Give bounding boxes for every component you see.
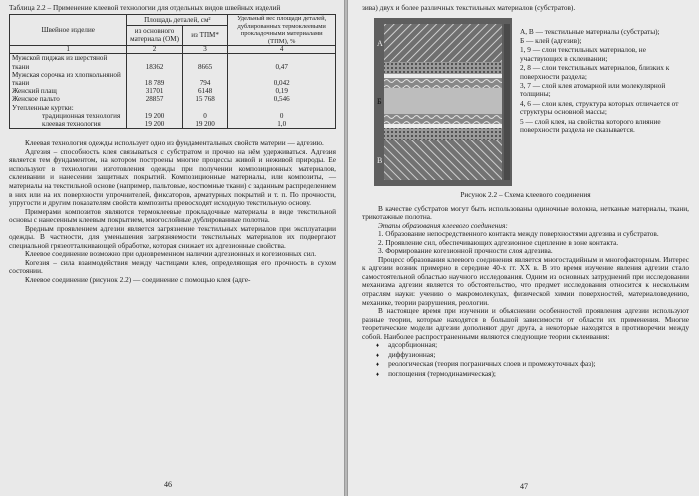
paragraph: Клеевая технология одежды использует одно из фундаментальных свойств материи — адгезию. — [25, 138, 324, 148]
value-cell: 18 789 — [127, 71, 182, 87]
product-cell: Женское пальто — [10, 95, 127, 103]
table-caption: Таблица 2.2 – Применение клеевой технологии для отдельных видов швейных изделий — [9, 3, 281, 12]
column-index: 4 — [228, 45, 336, 54]
value-cell — [228, 104, 336, 112]
header-product: Швейное изделие — [10, 15, 127, 46]
legend-item: Б — клей (адгезив); — [520, 35, 582, 45]
product-cell: Утепленные куртки: — [10, 104, 127, 112]
paragraph: Примерами композитов являются термоклеевые прокладочные материалы в виде текстильной основы с нанесенным клеевым покрытием, многослойные дублированные полотна. — [9, 206, 336, 225]
paragraph: Клеевое соединение возможно при одновременном наличии адгезионных и когезионных сил. — [25, 249, 317, 259]
value-cell: 0,546 — [228, 95, 336, 103]
value-cell: 18362 — [127, 54, 182, 71]
value-cell: 15 768 — [182, 95, 228, 103]
product-cell: клеевая технология — [10, 120, 127, 129]
product-cell: традиционная технология — [10, 112, 127, 120]
left-text — [9, 139, 336, 284]
table-2-2 — [9, 14, 336, 129]
page-number: 47 — [520, 482, 528, 491]
paragraph: В настоящее время при изучении и объяснении особенностей проявления адгезии используют разные теории, которые находятся в большой зависимости от области их применения. Многие теоретические модели адгезии дополняют друг друга, а некоторые находятся в противоречии между собой. Наиболее распространенными являются следующие теории склеивания: — [362, 306, 689, 341]
column-index: 1 — [10, 45, 127, 54]
value-cell: 19 200 — [127, 120, 182, 129]
list-item: ♦ поглощения (термодинамическая); — [376, 370, 689, 380]
value-cell: 19 200 — [182, 120, 228, 129]
table-row — [10, 120, 336, 129]
product-cell: Мужской пиджак из шерстяной ткани — [10, 54, 127, 71]
paragraph: 1. Образование непосредственного контакта между поверхностями адгезива и субстратов. — [378, 229, 659, 239]
value-cell: 31701 — [127, 87, 182, 95]
value-cell: 794 — [182, 71, 228, 87]
list-item: ♦ реологическая (теория пограничных слоев и промежуточных фаз); — [376, 360, 689, 370]
value-cell: 0 — [228, 112, 336, 120]
paragraph: В качестве субстратов могут быть использованы одиночные волокна, нетканые материалы, ткани, трикотажные полотна. — [362, 203, 689, 222]
paragraph: Процесс образования клеевого соединения является многостадийным и многофакторным. Интерес к адгезии возник примерно в середине 40-х гг. XX в. В это время изучение явления адгезии стало самостоятельной областью научного исследования. Одним из основных затруднений при исследовании механизма адгезии является то обстоятельство, что предмет исследования относится к нескольким отраслям науки: учению о макромолекулах, физической химии поверхностей, материаловедению, механике, теории разрушения, реологии. — [362, 254, 689, 307]
value-cell — [127, 104, 182, 112]
paragraph: Клеевое соединение (рисунок 2.2) — соединение с помощью клея (адге- — [25, 275, 251, 284]
table-row — [10, 54, 336, 71]
header-area-om: из основного материала (ОМ) — [127, 25, 182, 45]
paragraph: Этапы образования клеевого соединения: — [378, 220, 508, 230]
legend-item: 3, 7 — слой клея атомарной или молекулярной толщины; — [520, 80, 666, 99]
paragraph: Адгезия – способность клея связываться с субстратом и прочно на нём удерживаться. Адгезия является тем фундаментом, на котором построены многие процессы живой и неживой природы. Ее используют в технологии изготовления одежды при получении композиционных материалов, склеивании и нанесении защитных покрытий. Композиционные материалы, или композиты, — материалы на текстильной основе (например, пальтовые, костюмные ткани) с заданным распределением в них или на их поверхности упрочнителей, фиксаторов, арматурных покрытий и т. п. По прочности, упругости и другим показателям свойств композиты превосходят исходную текстильную основу. — [9, 146, 336, 208]
right-text — [362, 205, 689, 342]
adhesive-joint-figure — [374, 18, 512, 186]
product-cell: Мужская сорочка из хлопкольняной ткани — [10, 71, 127, 87]
header-area-tpm: из ТПМ* — [182, 25, 228, 45]
right-page — [348, 0, 699, 496]
legend-item: 1, 9 — слои текстильных материалов, не участвующих в склеивании; — [520, 45, 646, 63]
legend-item: А, В — текстильные материалы (субстраты); — [520, 26, 660, 36]
value-cell: 8665 — [182, 54, 228, 71]
table-row — [10, 112, 336, 120]
column-index: 2 — [127, 45, 182, 54]
product-cell: Женский плащ — [10, 87, 127, 95]
paragraph: 2. Проявление сил, обеспечивающих адгезионное сцепление в зоне контакта. — [378, 237, 619, 247]
list-item: ♦ адсорбционная; — [376, 341, 689, 351]
left-page — [0, 0, 344, 496]
value-cell — [182, 104, 228, 112]
value-cell: 1,0 — [228, 120, 336, 129]
table-row — [10, 87, 336, 95]
value-cell: 28857 — [127, 95, 182, 103]
figure-caption: Рисунок 2.2 – Схема клеевого соединения — [460, 189, 591, 199]
value-cell: 0,19 — [228, 87, 336, 95]
intro-line: зива) двух и более различных текстильных материалов (субстратов). — [362, 3, 576, 12]
table-row — [10, 95, 336, 103]
adhesive-joint-diagram — [374, 18, 512, 186]
label-c: В — [377, 155, 383, 165]
table-row — [10, 71, 336, 87]
column-index-row — [10, 45, 336, 54]
value-cell: 0,47 — [228, 54, 336, 71]
header-share: Удельный вес площади деталей, дублированных термоклеевыми прокладочными материалами (ТПМ), % — [228, 15, 336, 46]
legend-item: 2, 8 — слои текстильных материалов, близких к поверхности раздела; — [520, 63, 670, 81]
figure-legend — [520, 18, 689, 186]
value-cell: 6148 — [182, 87, 228, 95]
legend-item: 5 — слой клея, на свойства которого влияние поверхности раздела не сказывается. — [520, 116, 661, 135]
value-cell: 0,042 — [228, 71, 336, 87]
paragraph: 3. Формирование когезионной прочности слоя адгезива. — [378, 246, 553, 256]
value-cell: 0 — [182, 112, 228, 120]
paragraph: Когезия – сила взаимодействия между частицами клея, определяющая его прочность в сухом состоянии. — [9, 257, 336, 276]
theories-list — [362, 341, 689, 379]
value-cell: 19 200 — [127, 112, 182, 120]
list-item: ♦ диффузионная; — [376, 351, 689, 361]
label-a: А — [377, 38, 383, 48]
label-b: Б — [377, 96, 382, 106]
paragraph: Вредным проявлением адгезии является загрязнение текстильных материалов при эксплуатации одежды. В частности, для уменьшения загрязняемости текстильных материалов их подвергают специальной грязеотталкивающей обработке, которая снижает их адгезионные свойства. — [9, 223, 336, 250]
legend-item: 4, 6 — слои клея, структура которых отличается от структуры основной массы; — [520, 98, 679, 117]
column-index: 3 — [182, 45, 228, 54]
table-row — [10, 104, 336, 112]
page-number: 46 — [164, 480, 172, 489]
header-area: Площадь деталей, см² — [127, 15, 228, 26]
